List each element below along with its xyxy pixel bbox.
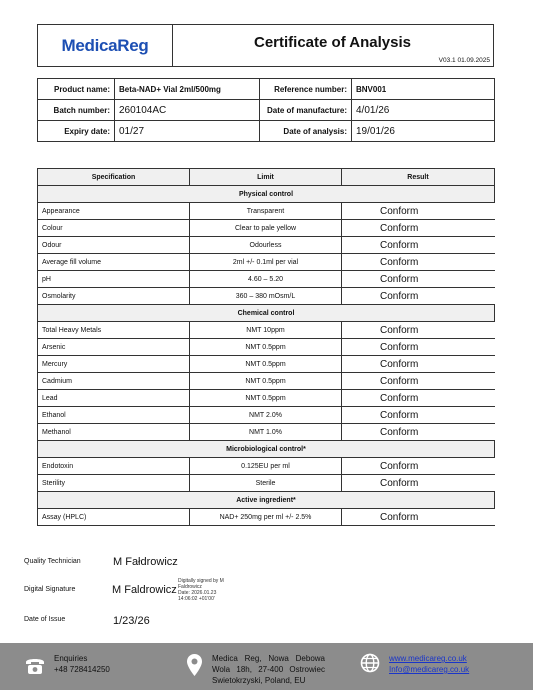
spec-row bbox=[38, 356, 495, 373]
spec-limit: Odourless bbox=[190, 237, 342, 254]
product-info-table bbox=[37, 78, 495, 142]
email-link[interactable]: Info@medicareg.co.uk bbox=[389, 665, 470, 674]
spec-name: Mercury bbox=[38, 356, 190, 373]
spec-limit: 2ml +/- 0.1ml per vial bbox=[190, 254, 342, 271]
spec-result: Conform bbox=[342, 373, 495, 390]
info-row bbox=[38, 100, 495, 121]
spec-result: Conform bbox=[342, 458, 495, 475]
spec-limit: NAD+ 250mg per ml +/- 2.5% bbox=[190, 509, 342, 526]
technician-value: M Fałdrowicz bbox=[113, 556, 178, 568]
spec-name: Endotoxin bbox=[38, 458, 190, 475]
signature-label: Digital Signature bbox=[24, 586, 76, 593]
spec-name: Total Heavy Metals bbox=[38, 322, 190, 339]
technician-label: Quality Technician bbox=[24, 558, 81, 565]
spec-limit: Transparent bbox=[190, 203, 342, 220]
phone-number[interactable]: +48 728414250 bbox=[54, 665, 110, 674]
spec-limit: NMT 0.5ppm bbox=[190, 373, 342, 390]
manufacture-label: Date of manufacture: bbox=[260, 100, 352, 121]
digital-signature: M Faldrowicz bbox=[112, 584, 177, 596]
spec-limit: NMT 1.0% bbox=[190, 424, 342, 441]
globe-icon bbox=[360, 653, 380, 673]
version-label: V03.1 01.09.2025 bbox=[438, 57, 490, 64]
reference-label: Reference number: bbox=[260, 79, 352, 100]
spec-name: Assay (HPLC) bbox=[38, 509, 190, 526]
spec-name: Colour bbox=[38, 220, 190, 237]
spec-row bbox=[38, 203, 495, 220]
spec-limit: NMT 0.5ppm bbox=[190, 390, 342, 407]
spec-result: Conform bbox=[342, 288, 495, 305]
enquiries-label: Enquiries bbox=[54, 654, 88, 663]
spec-header-row bbox=[38, 169, 495, 186]
spec-group-title: Active ingredient* bbox=[38, 492, 495, 509]
spec-name: Lead bbox=[38, 390, 190, 407]
spec-result: Conform bbox=[342, 237, 495, 254]
company-logo: MedicaReg bbox=[61, 35, 149, 55]
spec-group-row bbox=[38, 492, 495, 509]
spec-limit: NMT 0.5ppm bbox=[190, 356, 342, 373]
spec-limit: NMT 2.0% bbox=[190, 407, 342, 424]
spec-header: Specification bbox=[38, 169, 190, 186]
spec-group-row bbox=[38, 441, 495, 458]
document-header bbox=[37, 24, 494, 67]
spec-result: Conform bbox=[342, 220, 495, 237]
spec-row bbox=[38, 322, 495, 339]
spec-group-title: Microbiological control* bbox=[38, 441, 495, 458]
info-row bbox=[38, 121, 495, 142]
spec-name: Average fill volume bbox=[38, 254, 190, 271]
location-pin-icon bbox=[186, 653, 203, 677]
spec-result: Conform bbox=[342, 475, 495, 492]
spec-group-row bbox=[38, 186, 495, 203]
spec-row bbox=[38, 220, 495, 237]
spec-name: Ethanol bbox=[38, 407, 190, 424]
address: Medica Reg, Nowa Debowa Wola 18h, 27-400 Ostrowiec Swietokrzyski, Poland, EU bbox=[212, 654, 325, 685]
analysis-value: 19/01/26 bbox=[352, 121, 495, 142]
spec-row bbox=[38, 288, 495, 305]
spec-row bbox=[38, 424, 495, 441]
spec-limit: NMT 10ppm bbox=[190, 322, 342, 339]
website-link[interactable]: www.medicareg.co.uk bbox=[389, 654, 467, 663]
spec-name: pH bbox=[38, 271, 190, 288]
result-header: Result bbox=[342, 169, 495, 186]
spec-name: Appearance bbox=[38, 203, 190, 220]
logo-cell bbox=[38, 25, 173, 66]
spec-row bbox=[38, 509, 495, 526]
spec-name: Odour bbox=[38, 237, 190, 254]
spec-name: Sterility bbox=[38, 475, 190, 492]
analysis-label: Date of analysis: bbox=[260, 121, 352, 142]
spec-name: Arsenic bbox=[38, 339, 190, 356]
spec-limit: Clear to pale yellow bbox=[190, 220, 342, 237]
spec-row bbox=[38, 475, 495, 492]
spec-row bbox=[38, 237, 495, 254]
batch-label: Batch number: bbox=[38, 100, 115, 121]
spec-result: Conform bbox=[342, 356, 495, 373]
spec-name: Osmolarity bbox=[38, 288, 190, 305]
spec-row bbox=[38, 458, 495, 475]
product-name-label: Product name: bbox=[38, 79, 115, 100]
spec-result: Conform bbox=[342, 509, 495, 526]
spec-row bbox=[38, 271, 495, 288]
spec-row bbox=[38, 407, 495, 424]
expiry-label: Expiry date: bbox=[38, 121, 115, 142]
expiry-value: 01/27 bbox=[115, 121, 260, 142]
limit-header: Limit bbox=[190, 169, 342, 186]
spec-result: Conform bbox=[342, 254, 495, 271]
page-footer bbox=[0, 643, 533, 690]
spec-limit: NMT 0.5ppm bbox=[190, 339, 342, 356]
spec-result: Conform bbox=[342, 339, 495, 356]
info-row bbox=[38, 79, 495, 100]
spec-result: Conform bbox=[342, 407, 495, 424]
page-title: Certificate of Analysis bbox=[254, 34, 411, 51]
spec-limit: 0.125EU per ml bbox=[190, 458, 342, 475]
spec-name: Methanol bbox=[38, 424, 190, 441]
spec-group-row bbox=[38, 305, 495, 322]
spec-group-title: Physical control bbox=[38, 186, 495, 203]
spec-row bbox=[38, 390, 495, 407]
spec-result: Conform bbox=[342, 424, 495, 441]
signature-details: Digitally signed by M Faldrowicz Date: 2026.01.23 14:06:02 +01'00' bbox=[178, 578, 224, 602]
spec-result: Conform bbox=[342, 322, 495, 339]
spec-limit: 360 – 380 mOsm/L bbox=[190, 288, 342, 305]
spec-result: Conform bbox=[342, 390, 495, 407]
spec-group-title: Chemical control bbox=[38, 305, 495, 322]
issue-date-label: Date of Issue bbox=[24, 616, 66, 623]
product-name-value: Beta-NAD+ Vial 2ml/500mg bbox=[115, 79, 260, 100]
issue-date-value: 1/23/26 bbox=[113, 615, 150, 627]
spec-result: Conform bbox=[342, 271, 495, 288]
spec-row bbox=[38, 339, 495, 356]
spec-row bbox=[38, 254, 495, 271]
spec-row bbox=[38, 373, 495, 390]
specification-table bbox=[37, 168, 495, 526]
spec-result: Conform bbox=[342, 203, 495, 220]
manufacture-value: 4/01/26 bbox=[352, 100, 495, 121]
spec-limit: 4.60 – 5.20 bbox=[190, 271, 342, 288]
batch-value: 260104AC bbox=[115, 100, 260, 121]
spec-limit: Sterile bbox=[190, 475, 342, 492]
reference-value: BNV001 bbox=[352, 79, 495, 100]
spec-name: Cadmium bbox=[38, 373, 190, 390]
phone-icon bbox=[24, 655, 46, 675]
